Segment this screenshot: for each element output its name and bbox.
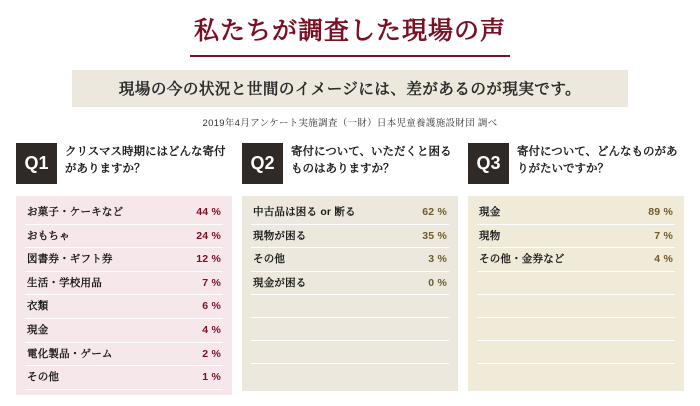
question-badge-q2: Q2 (242, 143, 283, 184)
table-row-empty (251, 364, 449, 386)
answer-label: おもちゃ (27, 229, 70, 242)
answer-value: 89 % (648, 206, 673, 218)
answer-value: 2 % (202, 347, 221, 360)
table-row (477, 248, 675, 272)
table-row (251, 201, 449, 225)
table-row-empty (477, 318, 675, 341)
question-text-q3: 寄付について、どんなものがありがたいですか？ (517, 146, 678, 175)
table-row (25, 319, 223, 343)
answer-value: 0 % (428, 276, 447, 289)
question-header-q1 (16, 143, 232, 187)
answer-label: 現金が困る (253, 276, 307, 289)
table-row (25, 225, 223, 249)
answer-label: 図書券・ギフト券 (27, 253, 113, 266)
table-row (251, 248, 449, 272)
answer-label: 衣類 (27, 300, 49, 313)
source-note: 2019年4月アンケート実施調査（一財）日本児童養護施設財団 調べ (202, 118, 498, 129)
table-row (25, 366, 223, 390)
question-badge-q3: Q3 (468, 143, 509, 184)
table-row-empty (477, 364, 675, 386)
question-column-q2 (242, 143, 458, 395)
answer-table-q2 (242, 196, 458, 391)
table-row-empty (477, 341, 675, 364)
question-text-q2: 寄付について、いただくと困るものはありますか？ (291, 146, 452, 175)
table-row (25, 272, 223, 296)
subtitle-band (72, 70, 628, 107)
answer-value: 44 % (196, 206, 221, 218)
table-row (25, 343, 223, 367)
table-row-empty (251, 318, 449, 341)
answer-label: お菓子・ケーキなど (27, 206, 124, 218)
answer-value: 35 % (422, 229, 447, 242)
answer-value: 6 % (202, 300, 221, 313)
question-header-q2 (242, 143, 458, 187)
table-row (251, 272, 449, 296)
answer-value: 62 % (422, 206, 447, 218)
question-header-q3 (468, 143, 684, 187)
question-badge-q1: Q1 (16, 143, 57, 184)
answer-label: その他・金券など (479, 253, 565, 266)
answer-label: その他 (27, 371, 60, 384)
table-row-empty (251, 295, 449, 318)
answer-value: 24 % (196, 229, 221, 242)
answer-value: 3 % (428, 253, 447, 266)
answer-value: 4 % (654, 253, 673, 266)
question-text-q1: クリスマス時期にはどんな寄付がありますか？ (65, 146, 226, 175)
table-row (25, 201, 223, 225)
answer-label: その他 (253, 253, 286, 266)
answer-label: 電化製品・ゲーム (27, 347, 113, 360)
answer-label: 中古品は困る or 断る (253, 206, 356, 218)
table-row (25, 248, 223, 272)
table-row (25, 295, 223, 319)
table-row (477, 201, 675, 225)
question-columns (0, 129, 700, 395)
table-row-empty (477, 295, 675, 318)
title-divider (190, 55, 510, 57)
answer-value: 4 % (202, 323, 221, 336)
answer-label: 現物が困る (253, 229, 307, 242)
answer-label: 現物 (479, 229, 501, 242)
question-column-q1 (16, 143, 232, 395)
answer-label: 現金 (27, 323, 49, 336)
answer-table-q3 (468, 196, 684, 391)
answer-table-q1 (16, 196, 232, 395)
answer-value: 1 % (202, 371, 221, 384)
table-row (251, 225, 449, 249)
table-row (477, 225, 675, 249)
subtitle-text: 現場の今の状況と世間のイメージには、差があるのが現実です。 (118, 81, 582, 98)
question-column-q3 (468, 143, 684, 395)
answer-label: 生活・学校用品 (27, 276, 102, 289)
answer-value: 7 % (654, 229, 673, 242)
answer-value: 12 % (196, 253, 221, 266)
answer-value: 7 % (202, 276, 221, 289)
table-row-empty (477, 272, 675, 295)
page-title: 私たちが調査した現場の声 (193, 17, 506, 45)
table-row-empty (251, 341, 449, 364)
answer-label: 現金 (479, 206, 501, 218)
